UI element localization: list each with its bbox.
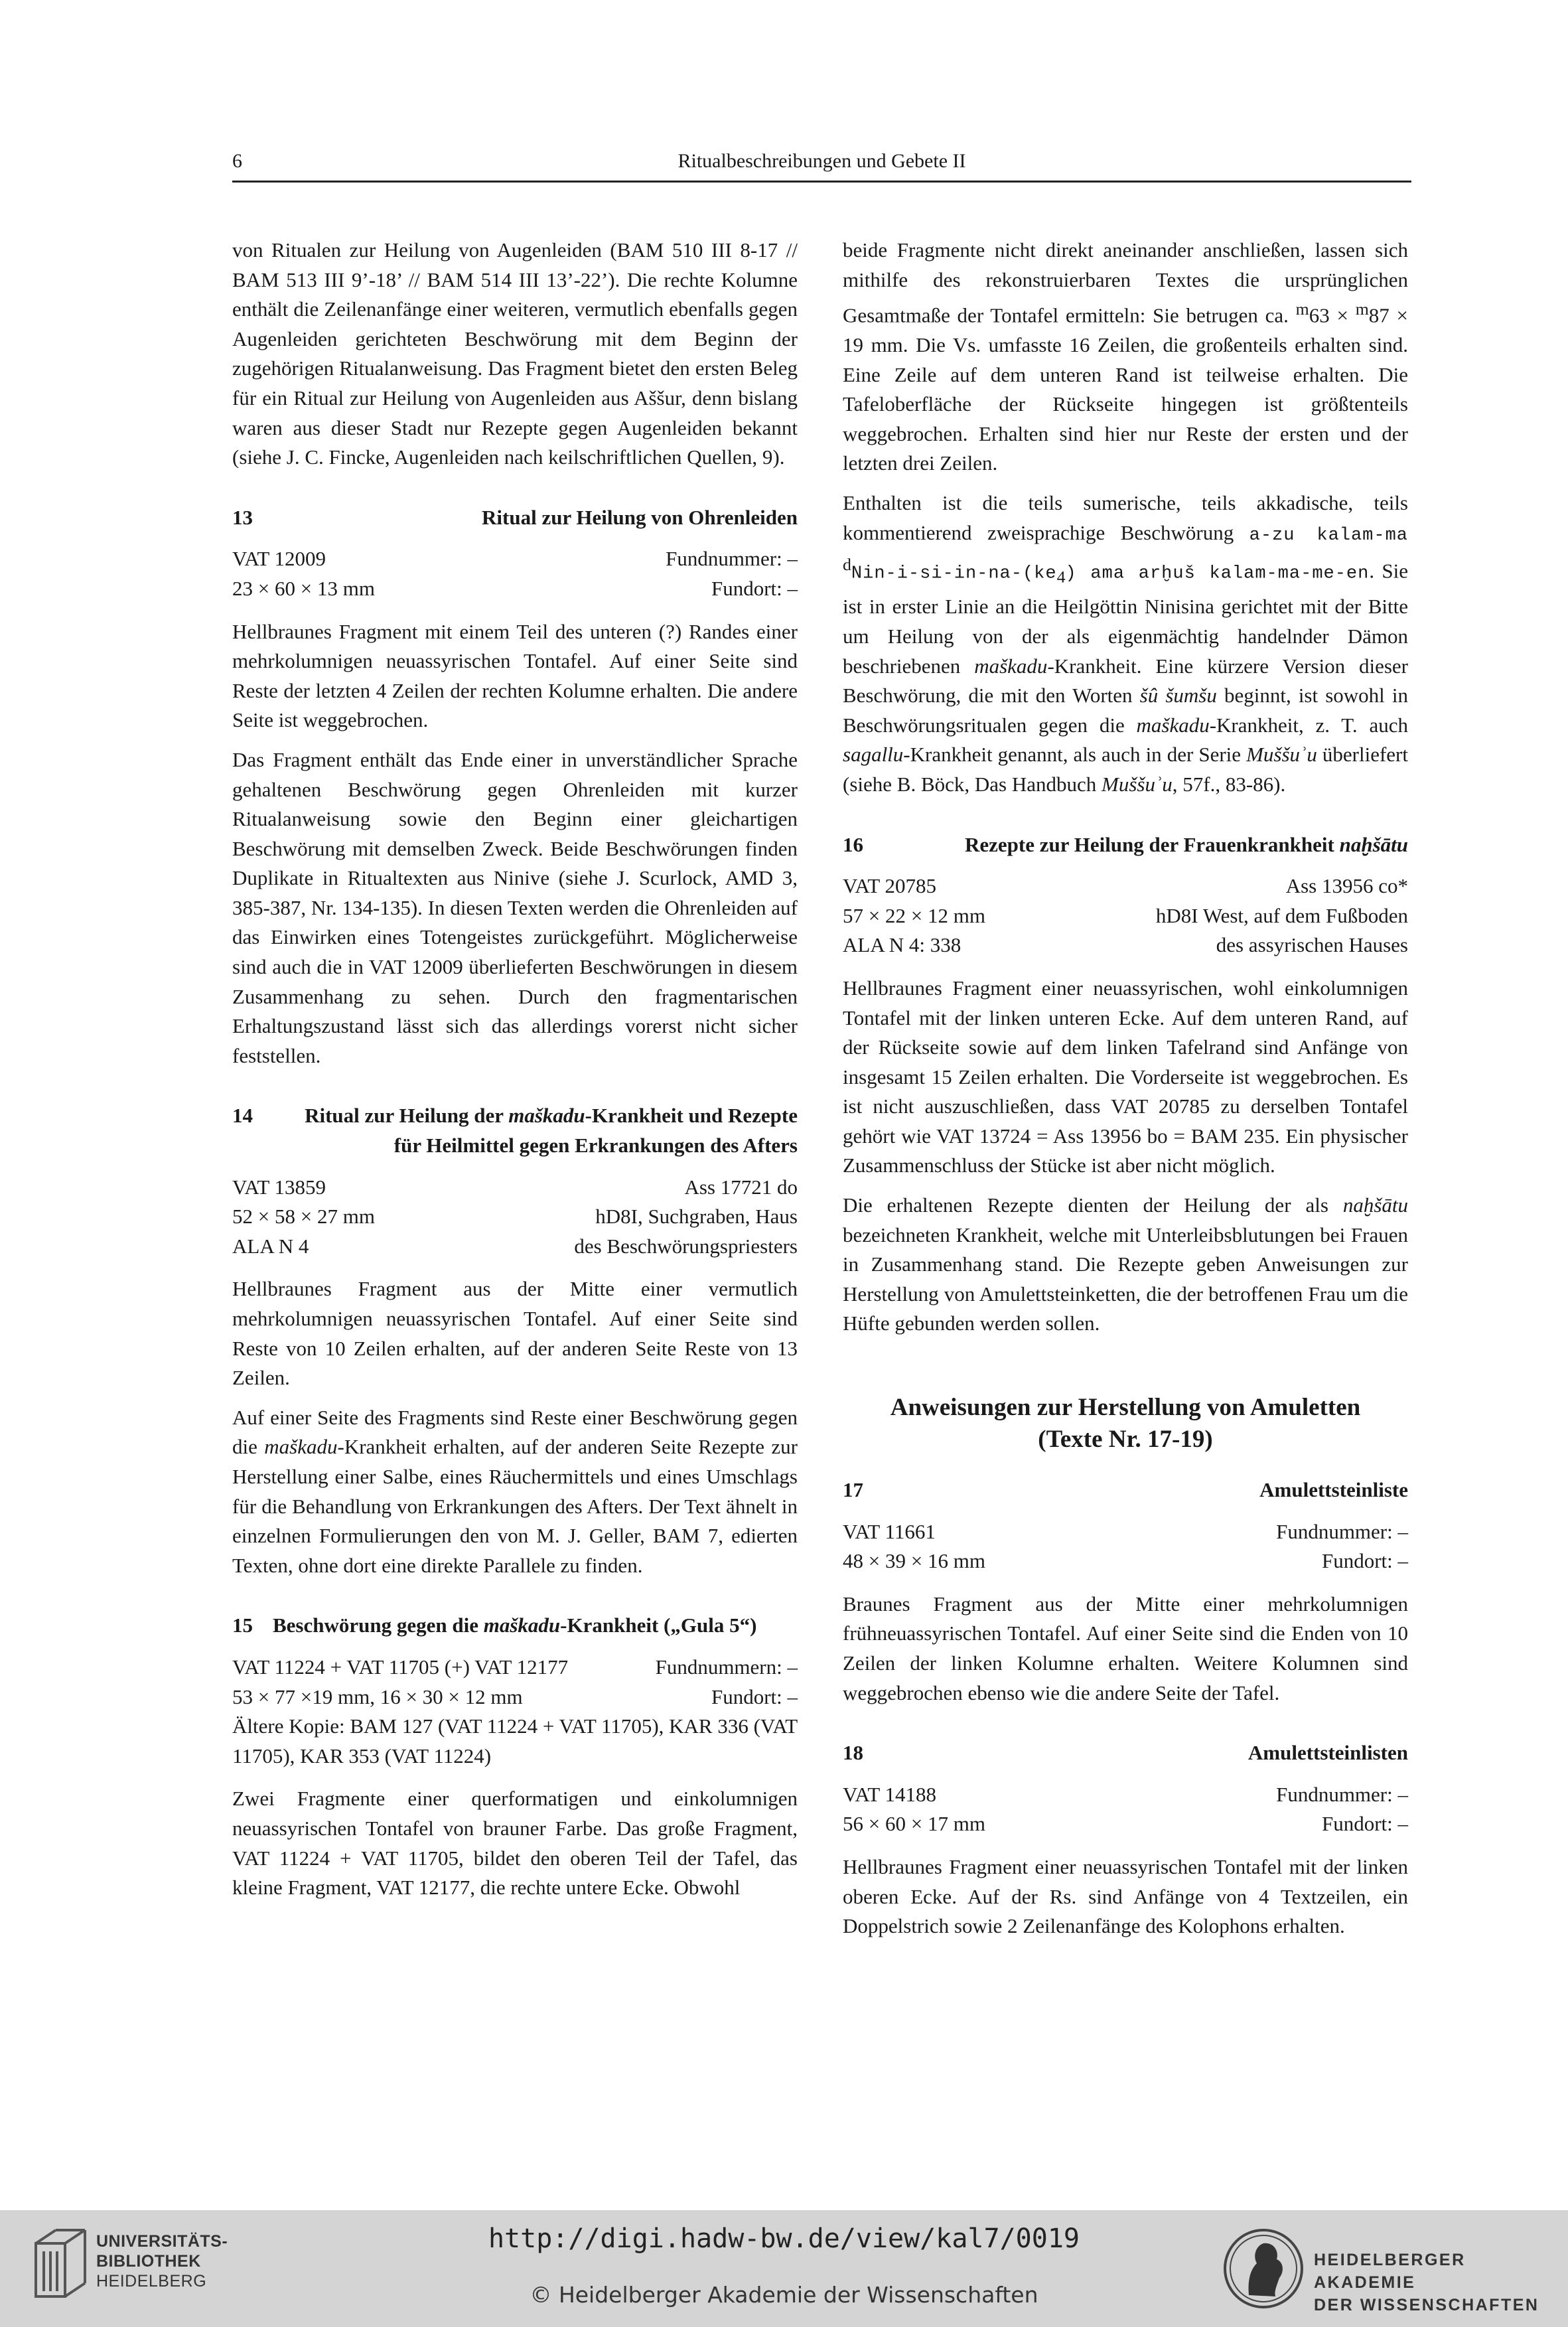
section-title: Ritual zur Heilung von Ohrenleiden [482, 505, 798, 529]
section-13-heading [232, 503, 798, 533]
section-15-metadata [232, 1653, 798, 1771]
section-17-paragraph-1: Braunes Fragment aus der Mitte einer mehrkolumnigen frühneuassyrischen Tontafel. Auf einer Seite sind die Enden von 10 Zeilen der linken Kolumne erhalten. Weitere Kolumnen sind weggebrochen ebenso wie die andere Seite der Tafel. [843, 1592, 1408, 1704]
section-title: Rezepte zur Heilung der Frauenkrankheit naḫšātu [965, 832, 1408, 856]
chapter-heading [843, 1392, 1408, 1456]
meta-row [232, 544, 798, 574]
section-13-paragraph-1: Hellbraunes Fragment mit einem Teil des unteren (?) Randes einer mehrkolumnigen neuassyrischen Tontafel. Auf einer Seite sind Reste der letzten 4 Zeilen der rechten Kolumne erhalten. Die andere Seite ist weggebrochen. [232, 619, 798, 732]
section-title: Amulettsteinliste [1259, 1478, 1408, 1502]
meta-right: Fundort: – [1321, 1812, 1408, 1836]
meta-right: Ass 17721 do [684, 1175, 798, 1199]
page-number: 6 [232, 150, 242, 172]
chapter-heading-line-1: Anweisungen zur Herstellung von Amuletten [890, 1394, 1361, 1422]
meta-row [232, 574, 798, 604]
section-16-paragraph-1: Hellbraunes Fragment einer neuassyrischen, wohl einkolumnigen Tontafel mit der linken unteren Ecke. Auf dem unteren Rand, auf der Rückseite sowie auf dem linken Tafelrand sind Anfänge von insgesamt 15 Zeilen erhalten. Die Vorderseite ist weggebrochen. Es ist nicht auszuschließen, dass VAT 20785 zu derselben Tontafel gehört wie VAT 13724 = Ass 13956 bo = BAM 235. Ein physischer Zusammenschluss der Stücke ist aber nicht möglich. [843, 976, 1408, 1177]
meta-left: VAT 11224 + VAT 11705 (+) VAT 12177 [232, 1655, 569, 1679]
meta-left: 57 × 22 × 12 mm [843, 903, 985, 927]
meta-left: ALA N 4: 338 [843, 933, 962, 957]
meta-row [843, 931, 1408, 960]
section-number: 16 [843, 832, 863, 856]
section-number: 17 [843, 1478, 863, 1502]
hadw-line-1: HEIDELBERGER AKADEMIE [1314, 2251, 1466, 2292]
section-17-heading [843, 1475, 1408, 1505]
section-16-heading [843, 830, 1408, 860]
ub-line-3: HEIDELBERG [96, 2272, 207, 2290]
meta-right: des Beschwörungspriesters [574, 1234, 798, 1258]
meta-left: 53 × 77 ×19 mm, 16 × 30 × 12 mm [232, 1685, 523, 1708]
meta-right: Fundnummer: – [1276, 1519, 1408, 1543]
meta-left: ALA N 4 [232, 1234, 309, 1258]
section-18-metadata [843, 1780, 1408, 1839]
meta-row [843, 1809, 1408, 1839]
section-13-metadata [232, 544, 798, 603]
meta-right: des assyrischen Hauses [1216, 933, 1408, 957]
digitization-footer [0, 2210, 1568, 2327]
section-title: Beschwörung gegen die maškadu-Krankheit („Gula 5“) [273, 1614, 757, 1637]
intro-paragraph: von Ritualen zur Heilung von Augenleiden (BAM 510 III 8-17 // BAM 513 III 9’-18’ // BAM 514 III 13’-22’). Die rechte Kolumne enthält die Zeilenanfänge einer weiteren, vermutlich ebenfalls gegen Augenleiden gerichteten Beschwörung mit dem Beginn der zugehörigen Ritualanweisung. Das Fragment bietet den ersten Beleg für ein Ritual zur Heilung von Augenleiden aus Aššur, denn bislang waren aus dieser Stadt nur Rezepte gegen Augenleiden bekannt (siehe J. C. Fincke, Augenleiden nach keilschriftlichen Quellen, 9). [232, 238, 798, 469]
meta-left: VAT 20785 [843, 874, 936, 898]
meta-right: hD8I West, auf dem Fußboden [1155, 903, 1408, 927]
section-title: Ritual zur Heilung der maškadu-Krankheit und Rezepte für Heilmittel gegen Erkrankungen des Afters [305, 1104, 798, 1158]
section-15-continuation: beide Fragmente nicht direkt aneinander anschließen, lassen sich mithilfe des rekonstruierbaren Textes die ursprünglichen Gesamtmaße der Tontafel ermitteln: Sie betrugen ca. $^m$63 × $^m$87 × 19 mm. Die Vs. umfasste 16 Zeilen, die großenteils erhalten sind. Eine Zeile auf dem unteren Rand ist teilweise erhalten. Die Tafeloberfläche der Rückseite hingegen ist größtenteils weggebrochen. Erhalten sind hier nur Reste der ersten und der letzten drei Zeilen. [843, 238, 1409, 475]
meta-right: Fundnummern: – [655, 1655, 798, 1679]
meta-row [843, 1546, 1408, 1576]
meta-left: VAT 13859 [232, 1175, 326, 1199]
meta-older-copy: Ältere Kopie: BAM 127 (VAT 11224 + VAT 11705), KAR 336 (VAT 11705), KAR 353 (VAT 11224) [232, 1714, 798, 1767]
running-title: Ritualbeschreibungen und Gebete II [677, 150, 966, 172]
meta-row [232, 1683, 798, 1712]
meta-left: VAT 11661 [843, 1519, 936, 1543]
meta-row [232, 1653, 798, 1683]
section-15-paragraph-2: Enthalten ist die teils sumerische, teils akkadische, teils kommentierend zweisprachige Beschwörung a-zu kalam-ma $^dNin-i-si-in-na-(ke_4)$ ama arḫuš kalam-ma-me-en. Sie ist in erster Linie an die Heilgöttin Ninisina gerichtet mit der Bitte um Heilung von der als eigenmächtig handelnder Dämon beschriebenen maškadu-Krankheit. Eine kürzere Version dieser Beschwörung, die mit den Worten šû šumšu beginnt, ist sowohl in Beschwörungsritualen gegen die maškadu-Krankheit, z. T. auch sagallu-Krankheit genannt, als auch in der Serie Muššuʾu überliefert (siehe B. Böck, Das Handbuch Muššuʾu, 57f., 83-86). [843, 491, 1409, 796]
academy-seal-icon [1222, 2222, 1305, 2315]
meta-row [843, 1780, 1408, 1810]
meta-right: hD8I, Suchgraben, Haus [595, 1205, 798, 1229]
meta-row [232, 1232, 798, 1262]
section-16-paragraph-2: Die erhaltenen Rezepte dienten der Heilung der als naḫšātu bezeichneten Krankheit, welche mit Unterleibsblutungen bei Frauen in Zusammenhang stand. Die Rezepte geben Anweisungen zur Herstellung von Amulettsteinketten, die der betroffenen Frau um die Hüfte gebunden werden sollen. [843, 1193, 1408, 1335]
meta-right: Fundort: – [711, 576, 798, 600]
ub-line-2: BIBLIOTHEK [96, 2252, 201, 2271]
section-number: 14 [232, 1104, 253, 1128]
meta-right: Fundnummer: – [666, 547, 798, 571]
section-15-heading [232, 1611, 798, 1641]
chapter-heading-line-2: (Texte Nr. 17-19) [1038, 1426, 1213, 1454]
ub-line-1: UNIVERSITÄTS- [96, 2232, 228, 2251]
hadw-line-2: DER WISSENSCHAFTEN [1314, 2296, 1539, 2314]
meta-right: Fundnummer: – [1276, 1782, 1408, 1806]
section-13-paragraph-2: Das Fragment enthält das Ende einer in unverständlicher Sprache gehaltenen Beschwörung gegen Ohrenleiden mit kurzer Ritualanweisung sowie den Beginn einer gleichartigen Beschwörung mit demselben Zweck. Beide Beschwörungen finden Duplikate in Ritualtexten aus Ninive (siehe J. Scurlock, AMD 3, 385-387, Nr. 134-135). In diesen Texten werden die Ohrenleiden auf das Einwirken eines Totengeistes zurückgeführt. Möglicherweise sind auch die in VAT 12009 überlieferten Beschwörungen in diesem Zusammenhang zu sehen. Durch den fragmentarischen Erhaltungszustand lässt sich das allerdings vorerst nicht sicher feststellen. [232, 747, 798, 1067]
meta-row [232, 1202, 798, 1232]
section-number: 13 [232, 505, 253, 529]
meta-left: 52 × 58 × 27 mm [232, 1205, 375, 1229]
meta-left: 23 × 60 × 13 mm [232, 576, 375, 600]
meta-left: 48 × 39 × 16 mm [843, 1549, 985, 1573]
meta-right: Fundort: – [1321, 1549, 1408, 1573]
meta-left: VAT 12009 [232, 547, 326, 571]
section-18-heading [843, 1738, 1408, 1768]
meta-left: 56 × 60 × 17 mm [843, 1812, 985, 1836]
section-15-paragraph-1: Zwei Fragmente einer querformatigen und einkolumnigen neuassyrischen Tontafel von brauner Farbe. Das große Fragment, VAT 11224 + VAT 11705, bildet den oberen Teil der Tafel, das kleine Fragment, VAT 12177, die rechte untere Ecke. Obwohl [232, 1787, 798, 1900]
section-number: 18 [843, 1741, 863, 1765]
meta-row [843, 901, 1408, 931]
section-14-paragraph-1: Hellbraunes Fragment aus der Mitte einer vermutlich mehrkolumnigen neuassyrischen Tontafel. Auf einer Seite sind Reste von 10 Zeilen erhalten, auf der anderen Seite Reste von 13 Zeilen. [232, 1277, 798, 1390]
meta-left: VAT 14188 [843, 1782, 936, 1806]
academy-name [1314, 2249, 1568, 2316]
right-column [843, 236, 1408, 1951]
section-14-heading [232, 1101, 798, 1160]
section-18-paragraph-1: Hellbraunes Fragment einer neuassyrischen Tontafel mit der linken oberen Ecke. Auf der Rs. sind Anfänge von 4 Textzeilen, ein Doppelstrich sowie 2 Zeilenanfänge des Kolophons erhalten. [843, 1854, 1408, 1938]
meta-row [843, 1517, 1408, 1547]
copyright-notice: © Heidelberger Akademie der Wissenschaften [530, 2282, 1038, 2308]
meta-row [843, 871, 1408, 901]
section-title: Amulettsteinlisten [1247, 1741, 1408, 1765]
section-16-metadata [843, 871, 1408, 960]
section-14-metadata [232, 1173, 798, 1262]
section-number: 15 [232, 1614, 253, 1637]
meta-right: Ass 13956 co* [1285, 874, 1408, 898]
meta-row [232, 1173, 798, 1203]
left-column [232, 236, 798, 1913]
section-14-paragraph-2: Auf einer Seite des Fragments sind Reste einer Beschwörung gegen die maškadu-Krankheit erhalten, auf der anderen Seite Rezepte zur Herstellung einer Salbe, eines Räuchermittels und eines Umschlags für die Behandlung von Erkrankungen des Afters. Der Text ähnelt in einzelnen Formulierungen den von M. J. Geller, BAM 7, edierten Texten, ohne dort eine direkte Parallele zu finden. [232, 1405, 798, 1577]
section-17-metadata [843, 1517, 1408, 1576]
permalink-url[interactable]: http://digi.hadw-bw.de/view/kal7/0019 [488, 2223, 1080, 2254]
running-header [232, 147, 1411, 183]
meta-right: Fundort: – [711, 1685, 798, 1708]
